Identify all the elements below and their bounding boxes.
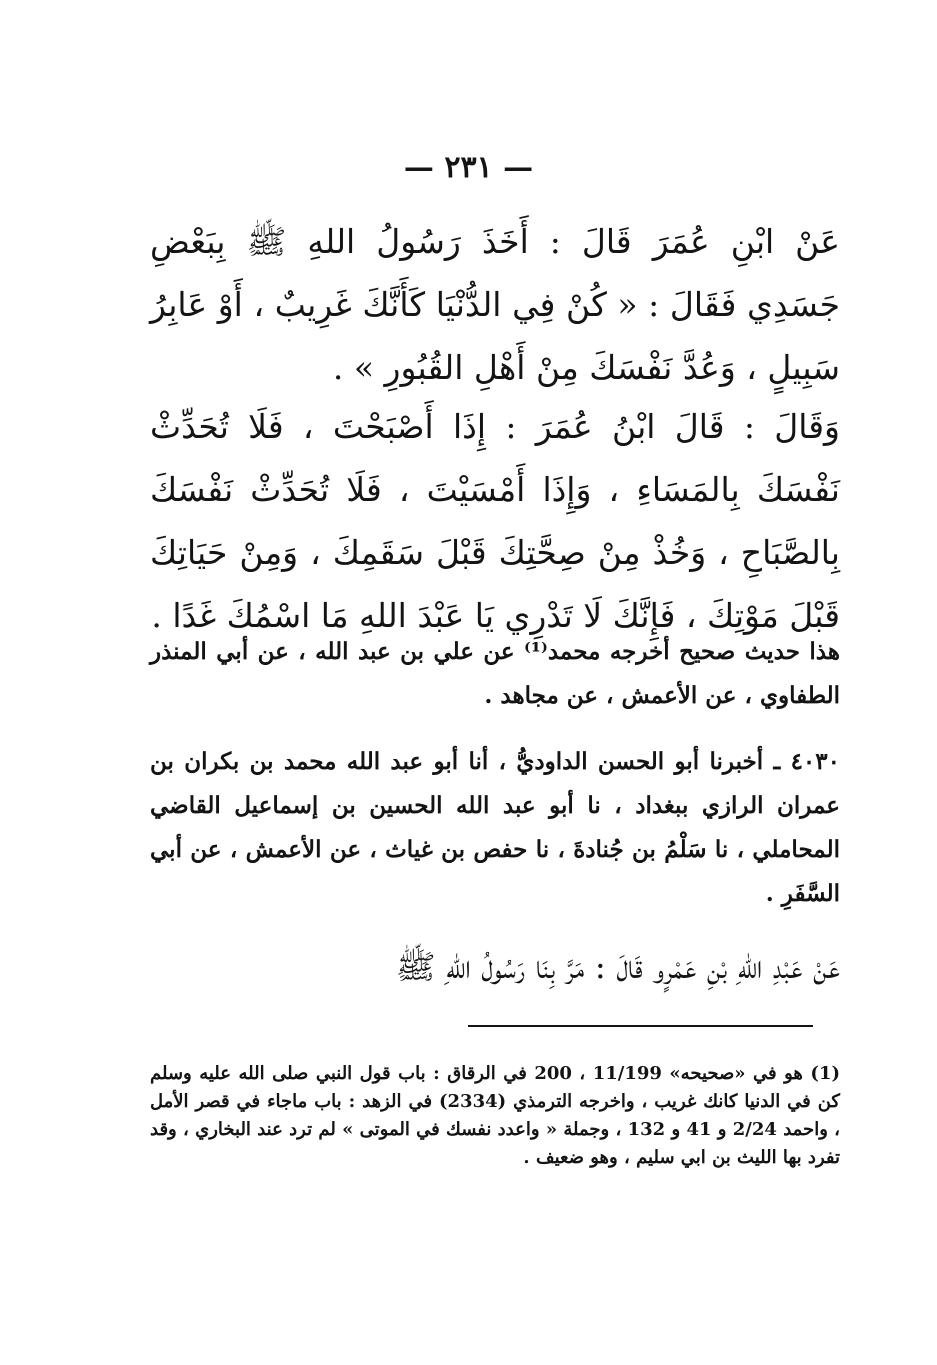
hadith-text-ibn-umar: عَنْ ابْنِ عُمَرَ قَالَ : أَخَذَ رَسُولُ اللهِ ﷺ بِبَعْضِ جَسَدِي فَقَالَ : « كُنْ فِي الدُّنْيَا كَأَنَّكَ غَرِيبٌ ، أَوْ عَابِرُ سَبِيلٍ ، وَعُدَّ نَفْسَكَ مِنْ أَهْلِ القُبُورِ » . [150, 222, 840, 387]
footnote: (1) هو في «صحيحه» 11/199 ، 200 في الرقاق : باب قول النبي صلى الله عليه وسلم كن في الدنيا كانك غريب ، واخرجه الترمذي (2334) في الزهد : باب ماجاء في قصر الأمل ، واحمد 2/24 و 41 و 132 ، وجملة « واعدد نفسك في الموتى » لم ترد عند البخاري ، وقد تفرد بها الليث بن ابي سليم ، وهو ضعيف . [150, 1063, 840, 1168]
hadith-text-ibn-umar-saying: وَقَالَ : قَالَ ابْنُ عُمَرَ : إِذَا أَصْبَحْتَ ، فَلَا تُحَدِّثْ نَفْسَكَ بِالمَسَاءِ ، وَإِذَا أَمْسَيْتَ ، فَلَا تُحَدِّثْ نَفْسَكَ بِالصَّبَاحِ ، وَخُذْ مِنْ صِحَّتِكَ قَبْلَ سَقَمِكَ ، وَمِنْ حَيَاتِكَ قَبْلَ مَوْتِكَ ، فَإِنَّكَ لَا تَدْرِي يَا عَبْدَ اللهِ مَا اسْمُكَ غَدًا . [150, 407, 840, 635]
page-number: — ٢٣١ — [403, 150, 534, 185]
hadith-grading-note: هذا حديث صحيح أخرجه محمد⁽¹⁾ عن علي بن عبد الله ، عن أبي المنذر الطفاوي ، عن الأعمش ، عن مجاهد . [150, 638, 840, 709]
isnad-chain-4030: ٤٠٣٠ ـ أخبرنا أبو الحسن الداوديُّ ، أنا أبو عبد الله محمد بن بكران بن عمران الرازي ببغداد ، نا أبو عبد الله الحسين بن إسماعيل القاضي المحاملي ، نا سَلْمُ بن جُنادةَ ، نا حفص بن غياث ، عن الأعمش ، عن أبي السَّفَرِ . [150, 748, 840, 907]
hadith-text-abdullah-ibn-amr: عَنْ عَبْدِ اللهِ بْنِ عَمْرٍو قَالَ : مَرَّ بِنَا رَسُولُ اللهِ ﷺ [395, 947, 840, 986]
footnote-divider [468, 1025, 813, 1027]
